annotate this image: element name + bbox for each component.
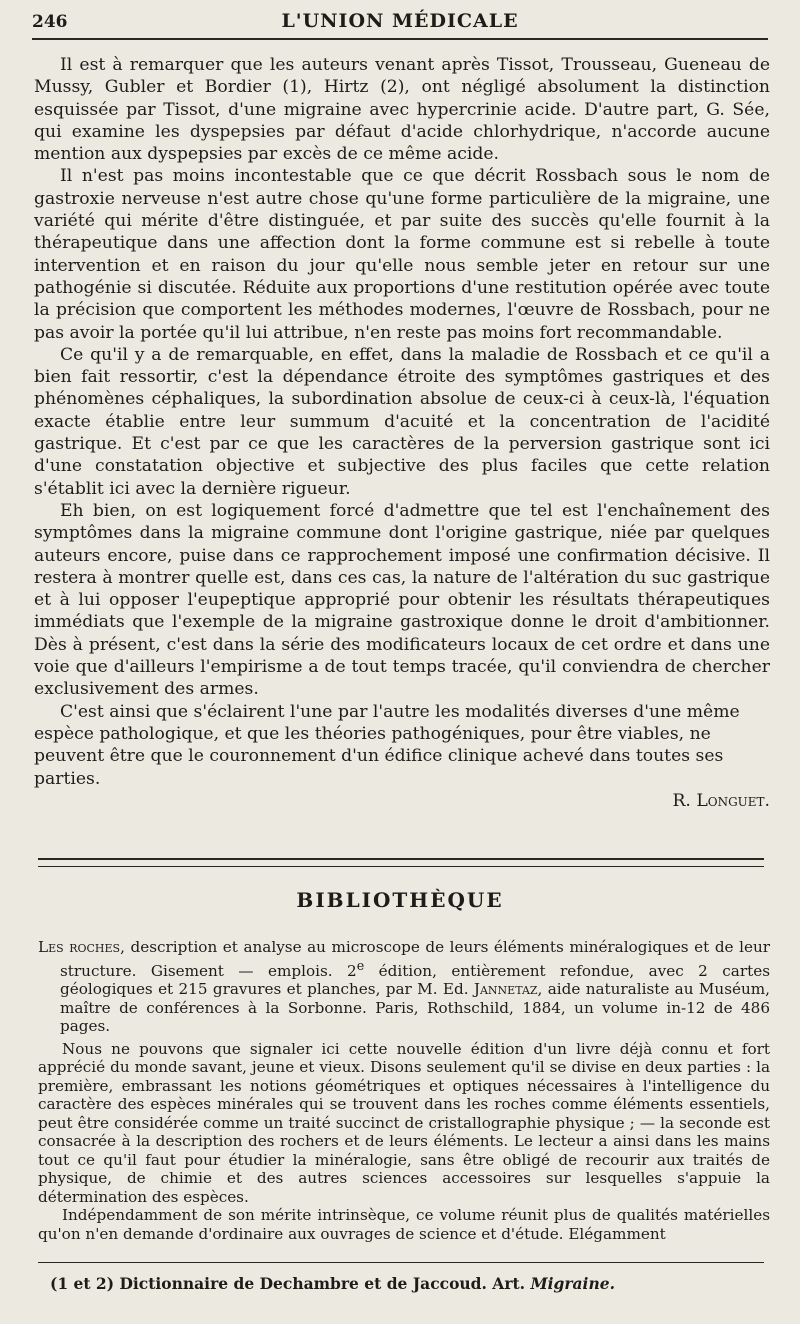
page-number: 246 (32, 12, 68, 32)
article-paragraph (34, 701, 770, 812)
page-header (32, 4, 768, 40)
section-divider (38, 858, 764, 867)
book-title: Les roches (38, 938, 121, 956)
article-body (34, 54, 770, 812)
entry-superscript: e (356, 957, 365, 973)
book-author: Jannetaz (473, 980, 538, 999)
article-paragraph: Eh bien, on est logiquement forcé d'admettre que tel est l'enchaînement des symptômes dans la migraine commune dont l'origine gastrique, niée par quelques auteurs encore, puise dans ce rapprochement imposé une confirmation décisive. Il restera à montrer quelle est, dans ces cas, la nature de l'altération du suc gastrique et à lui opposer l'eupeptique approprié pour obtenir les résultats thérapeutiques immédiats que l'exemple de la migraine gastroxique donne le droit d'ambitionner. Dès à présent, c'est dans la série des modificateurs locaux de cet ordre et dans une voie que d'ailleurs l'empirisme a de tout temps tracée, qu'il conviendra de chercher exclusivement des armes. (34, 500, 770, 700)
review-paragraph: Indépendamment de son mérite intrinsèque, ce volume réunit plus de qualités matérielles qu'on n'en demande d'ordinaire aux ouvrages de science et d'étude. Elégamment (38, 1206, 770, 1243)
footnote-divider (38, 1262, 764, 1263)
running-title: L'UNION MÉDICALE (281, 10, 519, 32)
author-signature (34, 790, 770, 812)
author-signature-text: R. Longuet. (672, 790, 770, 811)
footnote-text: (1 et 2) Dictionnaire de Dechambre et de Jaccoud. Art. (50, 1274, 531, 1293)
article-paragraph-text: C'est ainsi que s'éclairent l'une par l'autre les modalités diverses d'une même espèce pathologique, et que les théories pathogéniques, pour être viables, ne peuvent être que le couronnement d'un édifice clinique achevé dans toutes ses parties. (34, 701, 740, 789)
bibliography-section (38, 938, 770, 1243)
entry-text: édition, entièrement refondue, avec 2 cartes géologiques et 215 gravures et planches, par M. Ed. (60, 961, 770, 999)
footnote-italic: Migraine. (530, 1274, 615, 1293)
entry-text: , aide naturaliste au Muséum, maître de conférences à la Sorbonne. Paris, Rothschild, 1884, un volume in-12 de 486 pages. (60, 980, 770, 1036)
review-paragraph: Nous ne pouvons que signaler ici cette nouvelle édition d'un livre déjà connu et fort apprécié du monde savant, jeune et vieux. Disons seulement qu'il se divise en deux parties : la première, embrassant les notions géométriques et optiques nécessaires à l'intelligence du caractère des espèces minérales qui se trouvent dans les roches comme éléments essentiels, peut être considérée comme un traité succinct de cristallographie physique ; — la seconde est consacrée à la description des rochers et de leurs éléments. Le lecteur a ainsi dans les mains tout ce qu'il faut pour étudier la minéralogie, sans être obligé de recourir aux traités de physique, de chimie et des autres sciences accessoires sur lesquelles s'appuie la détermination des espèces. (38, 1039, 770, 1206)
footnote (50, 1274, 770, 1293)
article-paragraph: Ce qu'il y a de remarquable, en effet, dans la maladie de Rossbach et ce qu'il a bien fait ressortir, c'est la dépendance étroite des symptômes gastriques et des phénomènes céphaliques, la subordination absolue de ceux-ci à ceux-là, l'équation exacte établie entre leur summum d'acuité et la concentration de l'acidité gastrique. Et c'est par ce que les caractères de la perversion gastrique sont ici d'une constatation objective et subjective des plus faciles que cette relation s'établit ici avec la dernière rigueur. (34, 344, 770, 499)
article-paragraph: Il n'est pas moins incontestable que ce que décrit Rossbach sous le nom de gastroxie nerveuse n'est autre chose qu'une forme particulière de la migraine, une variété qui mérite d'être distinguée, et par suite des succès qu'elle fournit à la thérapeutique dans une affection dont la forme commune est si rebelle à toute intervention et en raison du jour qu'elle nous semble jeter en retour sur une pathogénie si discutée. Réduite aux proportions d'une restitution opérée avec toute la précision que comportent les méthodes modernes, l'œuvre de Rossbach, pour ne pas avoir la portée qu'il lui attribue, n'en reste pas moins fort recommandable. (34, 166, 770, 343)
bibliography-entry (38, 938, 770, 1036)
entry-text: , description et analyse au microscope de leurs éléments minéralogiques et de leur structure. Gisement — emplois. 2 (60, 938, 770, 980)
article-paragraph: Il est à remarquer que les auteurs venant après Tissot, Trousseau, Gueneau de Mussy, Gubler et Bordier (1), Hirtz (2), ont négligé absolument la distinction esquissée par Tissot, d'une migraine avec hypercrinie acide. D'autre part, G. Sée, qui examine les dyspepsies par défaut d'acide chlorhydrique, n'accorde aucune mention aux dyspepsies par excès de ce même acide. (34, 55, 770, 165)
section-title: BIBLIOTHÈQUE (296, 888, 504, 912)
